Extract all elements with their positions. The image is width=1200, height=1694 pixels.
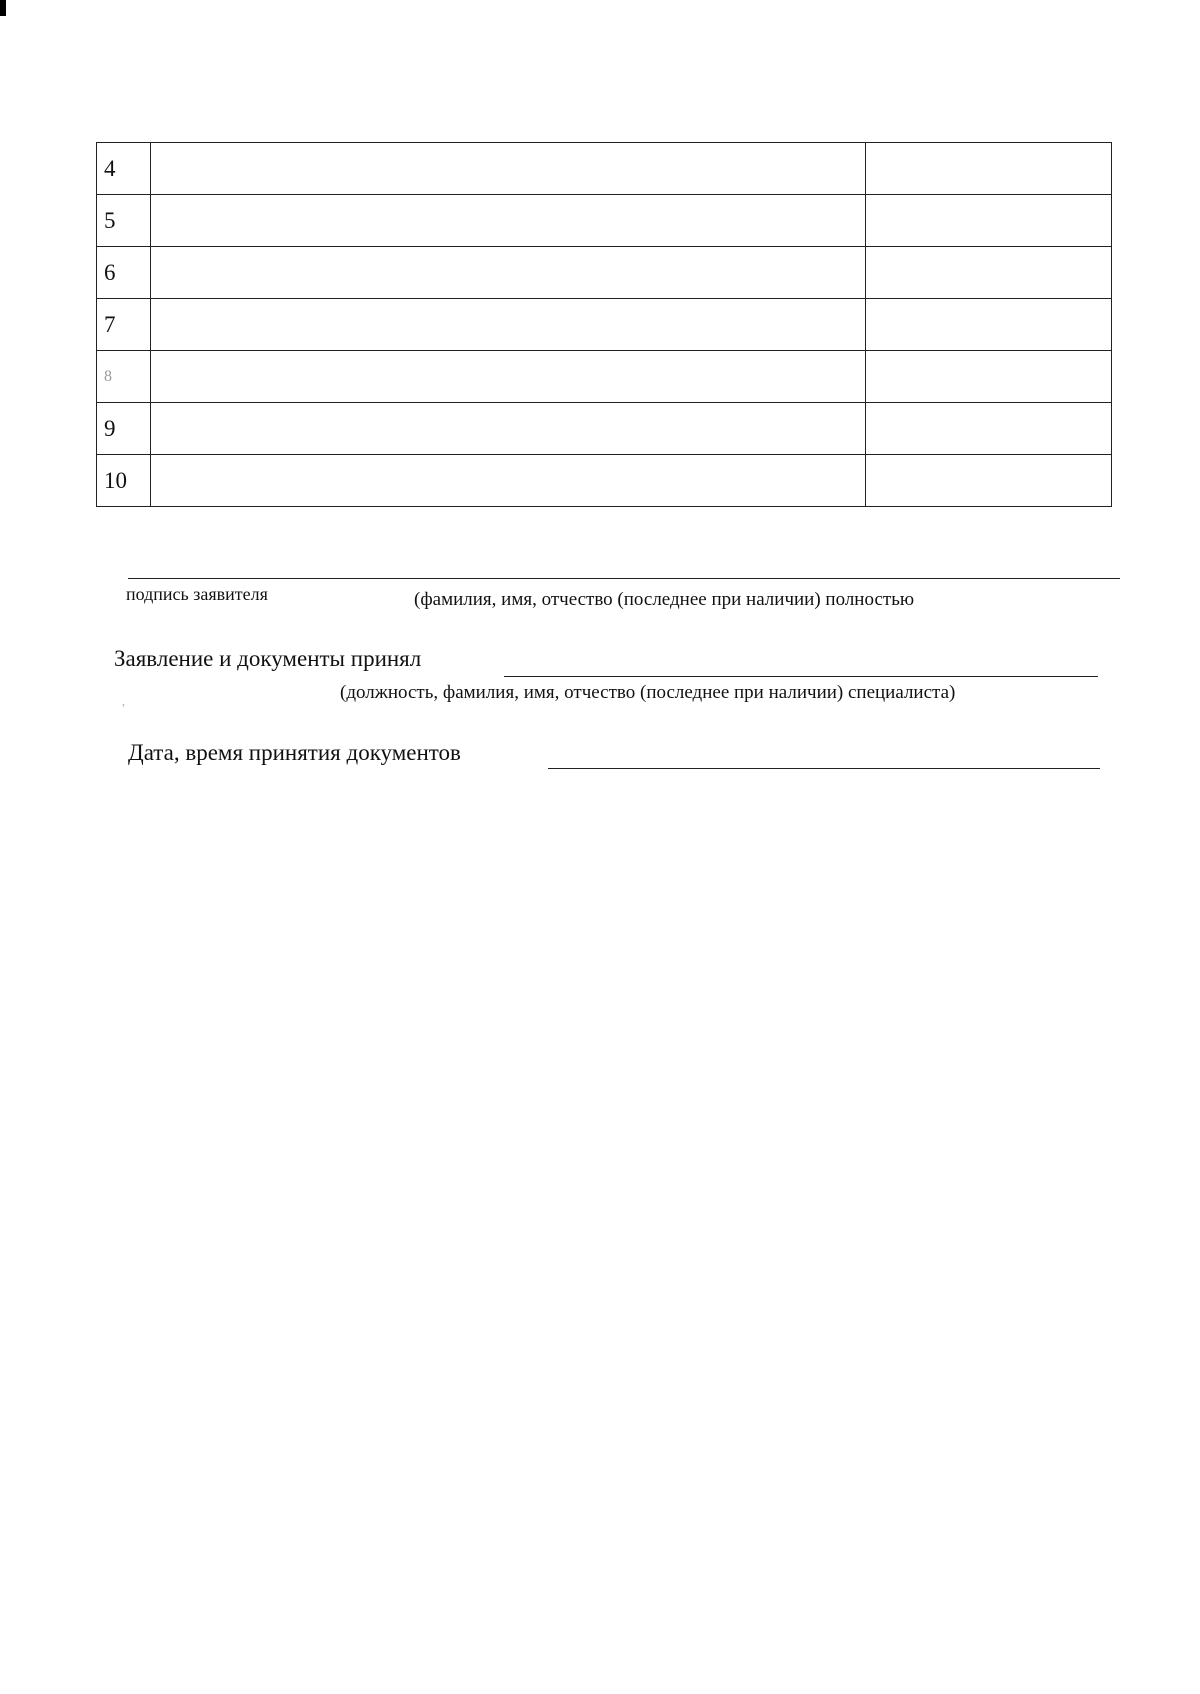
row-number: 10 <box>97 455 151 507</box>
table-row <box>97 455 1112 507</box>
document-name-cell[interactable] <box>151 455 866 507</box>
document-extra-cell[interactable] <box>866 195 1112 247</box>
row-number: 8 <box>97 351 151 403</box>
document-extra-cell[interactable] <box>866 299 1112 351</box>
table-row <box>97 299 1112 351</box>
accepted-by-label: Заявление и документы принял <box>114 646 422 671</box>
row-number: 7 <box>97 299 151 351</box>
document-name-cell[interactable] <box>151 195 866 247</box>
document-extra-cell[interactable] <box>866 143 1112 195</box>
document-name-cell[interactable] <box>151 299 866 351</box>
applicant-signature-caption: подпись заявителя <box>126 584 268 604</box>
table-row <box>97 351 1112 403</box>
accepted-by-line[interactable] <box>504 676 1098 677</box>
scan-speck: , <box>122 694 125 708</box>
document-extra-cell[interactable] <box>866 403 1112 455</box>
document-extra-cell[interactable] <box>866 455 1112 507</box>
row-number: 4 <box>97 143 151 195</box>
document-name-cell[interactable] <box>151 403 866 455</box>
document-name-cell[interactable] <box>151 247 866 299</box>
acceptance-date-label: Дата, время принятия документов <box>128 740 461 765</box>
document-name-cell[interactable] <box>151 143 866 195</box>
table-row <box>97 403 1112 455</box>
table-row <box>97 247 1112 299</box>
applicant-name-caption: (фамилия, имя, отчество (последнее при наличии) полностью <box>414 589 915 610</box>
table-row <box>97 195 1112 247</box>
acceptance-date-line[interactable] <box>548 768 1100 769</box>
applicant-signature-line[interactable] <box>128 578 1120 579</box>
row-number: 9 <box>97 403 151 455</box>
document-name-cell[interactable] <box>151 351 866 403</box>
row-number: 6 <box>97 247 151 299</box>
documents-table <box>96 142 1112 507</box>
accepted-by-caption: (должность, фамилия, имя, отчество (последнее при наличии) специалиста) <box>340 682 956 703</box>
document-extra-cell[interactable] <box>866 247 1112 299</box>
scan-corner-mark <box>0 0 6 16</box>
row-number: 5 <box>97 195 151 247</box>
document-extra-cell[interactable] <box>866 351 1112 403</box>
table-row <box>97 143 1112 195</box>
